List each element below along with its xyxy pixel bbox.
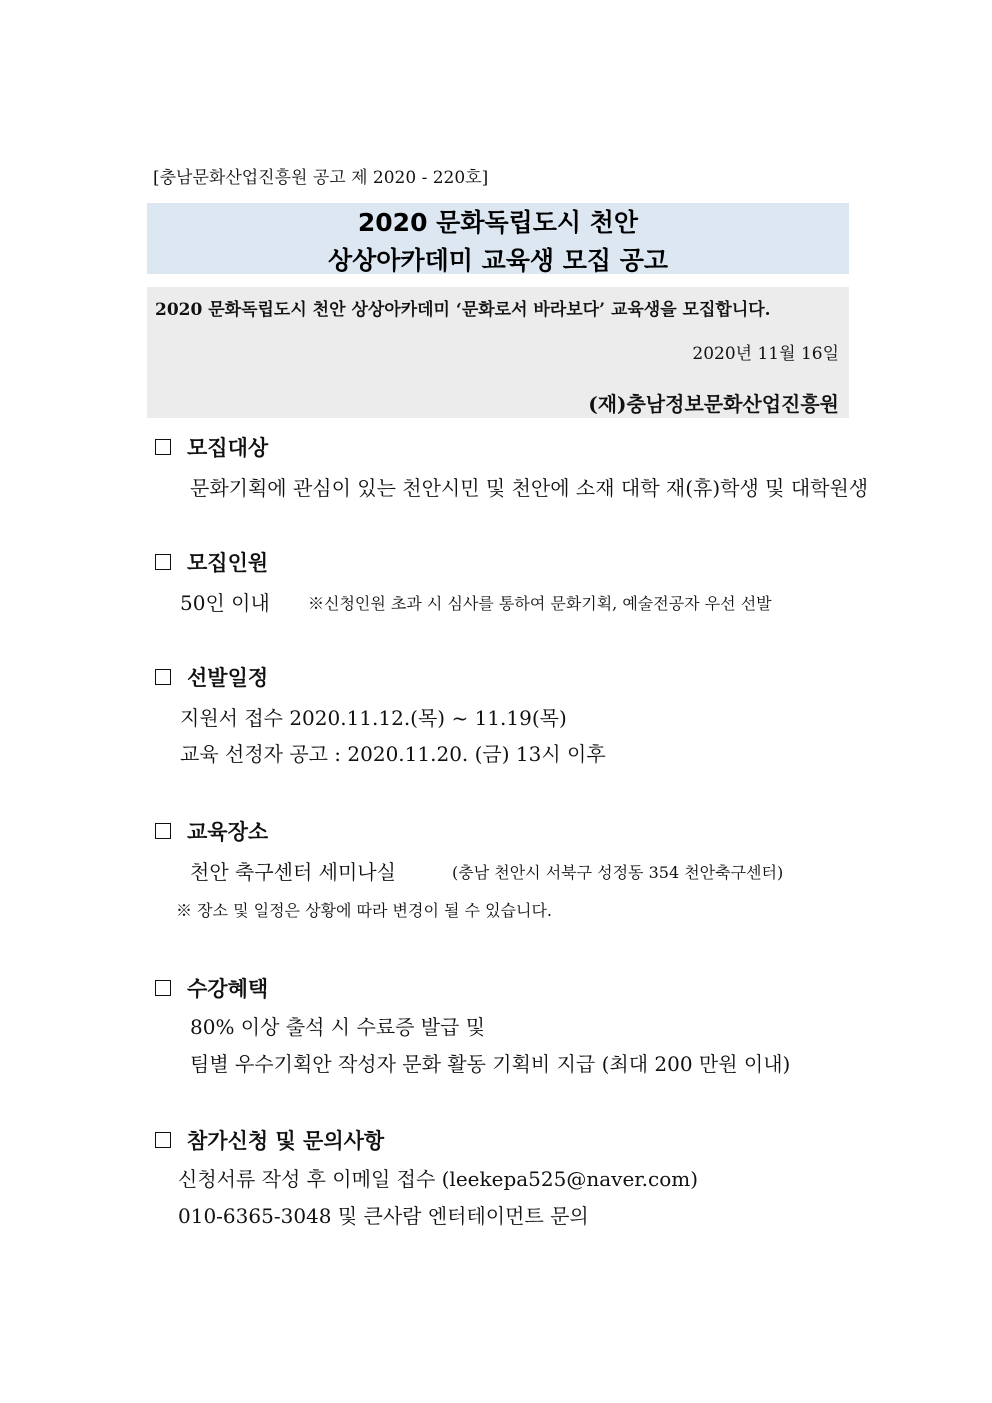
checkbox-icon <box>155 439 171 455</box>
notice-number: [충남문화산업진흥원 공고 제 2020 - 220호] <box>153 168 489 188</box>
section-capacity-heading <box>155 547 268 577</box>
section-target-title: 모집대상 <box>187 435 269 460</box>
info-box <box>147 287 849 418</box>
title-line-2: 상상아카데미 교육생 모집 공고 <box>327 246 669 275</box>
title-banner <box>147 203 849 274</box>
venue-note: ※ 장소 및 일정은 상황에 따라 변경이 될 수 있습니다. <box>176 901 552 920</box>
section-capacity-title: 모집인원 <box>187 550 269 575</box>
intro-text: 2020 문화독립도시 천안 상상아카데미 ‘문화로서 바라보다’ 교육생을 모집합니다. <box>155 300 771 320</box>
section-application-heading <box>155 1125 384 1155</box>
section-schedule-title: 선발일정 <box>187 665 269 690</box>
notice-date: 2020년 11월 16일 <box>692 344 839 364</box>
checkbox-icon <box>155 554 171 570</box>
benefits-grant: 팀별 우수기획안 작성자 문화 활동 기획비 지급 (최대 200 만원 이내) <box>190 1052 791 1076</box>
section-application-title: 참가신청 및 문의사항 <box>187 1128 385 1153</box>
application-contact: 010-6365-3048 및 큰사람 엔터테이먼트 문의 <box>178 1204 589 1228</box>
venue-main: 천안 축구센터 세미나실 <box>190 860 396 884</box>
schedule-application: 지원서 접수 2020.11.12.(목) ~ 11.19(목) <box>180 706 567 730</box>
title-line-1: 2020 문화독립도시 천안 <box>357 208 639 237</box>
section-benefits-heading <box>155 973 268 1003</box>
schedule-announcement: 교육 선정자 공고 : 2020.11.20. (금) 13시 이후 <box>180 742 606 766</box>
venue-address: (충남 천안시 서북구 성정동 354 천안축구센터) <box>452 863 784 882</box>
section-schedule-heading <box>155 662 268 692</box>
organization-name: (재)충남정보문화산업진흥원 <box>588 392 839 416</box>
benefits-certificate: 80% 이상 출석 시 수료증 발급 및 <box>190 1015 486 1039</box>
section-venue-heading <box>155 816 268 846</box>
checkbox-icon <box>155 669 171 685</box>
section-venue-title: 교육장소 <box>187 819 269 844</box>
section-target-heading <box>155 432 268 462</box>
target-description: 문화기획에 관심이 있는 천안시민 및 천안에 소재 대학 재(휴)학생 및 대학원생 <box>190 476 869 500</box>
checkbox-icon <box>155 823 171 839</box>
checkbox-icon <box>155 1132 171 1148</box>
capacity-note: ※신청인원 초과 시 심사를 통하여 문화기획, 예술전공자 우선 선발 <box>308 594 772 613</box>
application-email: 신청서류 작성 후 이메일 접수 (leekepa525@naver.com) <box>178 1167 699 1191</box>
section-benefits-title: 수강혜택 <box>187 976 269 1001</box>
checkbox-icon <box>155 980 171 996</box>
capacity-main: 50인 이내 <box>180 591 270 615</box>
